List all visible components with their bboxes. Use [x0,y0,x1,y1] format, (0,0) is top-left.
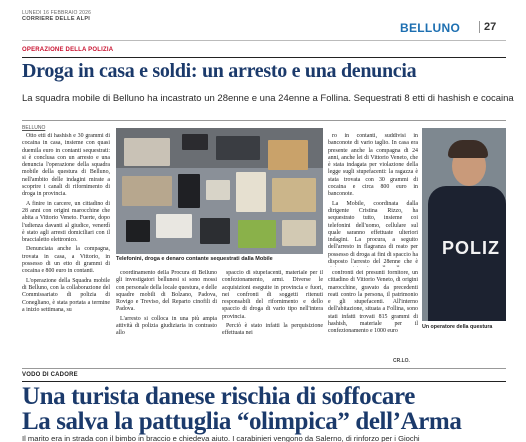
paragraph: spaccio di stupefacenti, materiale per il confezionamento, armi. Diverse le acquisizioni eseguite in provincia e fuori, nei confronti di soggetti ritenuti responsabili del rifornimento e dello spaccio di droga di vario tipo nell'intera provincia. [222,270,323,320]
top-rule [22,40,506,41]
kicker2-rule [22,381,506,382]
paragraph: ro in contanti, suddivisi in banconote di vario taglio. In casa era presente anche la compagna di 24 anni, anche lei di Vittorio Veneto, che è stata indagata per violazione della legge sugli stupefacenti: la ragazza è stata trovata con 30 grammi di cocaina e circa 800 euro in banconote. [328,133,418,198]
paragraph: A finire in carcere, un cittadino di 28 anni con origini marocchine che abita a Vittorio Veneto. Fuerte, dopo l'udienza davanti al giudice, venerdì è stato agli arresti domiciliari con il braccialetto elettronico. [22,200,110,244]
police-vest-text: POLIZ [442,238,500,258]
page-number: 27 [484,21,497,33]
story2-kicker: VODO DI CADORE [22,372,78,378]
article-column-5 [328,133,418,267]
paragraph: L'operazione della Squadra mobile di Belluno, con la collaborazione del Commissariato di polizia di Conegliano, è stata portata a termine a inizio settimana, su [22,277,110,313]
story1-kicker: OPERAZIONE DELLA POLIZIA [22,47,114,53]
masthead: CORRIERE DELLE ALPI [22,16,91,22]
kicker-rule [22,57,506,58]
article-column-3 [222,270,323,367]
story2-subhead: Il marito era in strada con il bimbo in braccio e chiedeva aiuto. I carabinieri vengono da Salerno, di rinforzo per i Giochi [22,434,420,442]
story1-headline: Droga in casa e soldi: un arresto e una denuncia [22,60,417,82]
article-column-2 [116,270,217,367]
paragraph: coordinamento della Procura di Belluno gli investigatori bellunesi si sono mossi con personale della locale questura, e delle squadre mobili di Bolzano, Padova, Rovigo e Treviso, del Reparto cinofili di Padova. [116,270,217,313]
paragraph: Perciò è stato infatti la perquisizione effettuata nei [222,323,323,337]
paragraph: Denunciata anche la compagna, trovata in casa, a Vittorio, in possesso di un etto di grammi di cocaina e 800 euro in contanti. [22,246,110,275]
story2-rule [22,368,506,369]
issue-date: LUNEDI 16 FEBBRAIO 2026 [22,10,92,16]
story1-rule [22,120,506,121]
police-officer-photo [422,128,506,321]
article-column-4 [328,270,418,367]
photo-caption: Telefonini, droga e denaro contante sequestrati dalla Mobile [116,256,273,262]
byline: CR.LO. [393,358,410,364]
paragraph: Otto etti di hashish e 30 grammi di cocaina in casa, insieme con quasi duemila euro in contanti sequestrati: si è conclusa con un arresto e una denuncia l'operazione della squadra mobile della questura di Belluno, nell'ambito delle indagini mirate a scoprire i canali di rifornimento di droga in provincia. [22,133,110,198]
photo2-caption: Un operatore della questura [422,324,493,330]
paragraph: confronti dei presunti fornitore, un cittadino di Vittorio Veneto, di origini marocchine, gravato da precedenti reati contro la persona, il patrimonio e gli stupefacenti. All'interno dell'abitazione, situata a Follina, sono stati infatti trovati 815 grammi di hashish, materiale per il confezionamento e 1000 euro [328,270,418,335]
story2-headline-line2: La salva la pattuglia “olimpica” dell’Arma [22,408,462,435]
paragraph: L'arresto si colloca in una più ampia attività di polizia giudiziaria in contrasto allo [116,315,217,337]
seized-items-photo [116,128,323,254]
story1-subhead: La squadra mobile di Belluno ha incastrato un 28enne e una 24enne a Follina. Sequestrati 8 etti di hashish e cocaina [22,93,514,104]
story2-headline-line1: Una turista danese rischia di soffocare [22,383,415,410]
section-name: BELLUNO [400,21,461,35]
header-separator [479,21,480,33]
paragraph: La Mobile, coordinata dalla dirigente Cristina Rizzo, ha sequestrato tutto, insieme coi telefonini dell'uomo, cellulare sul quale saranno effettuate ulteriori indagini. La procura, a seguito dell'arresto in flagranza di reato per possesso di droga ai fini di spaccio ha disposto l'arresto del 28enne che è [328,200,418,266]
dateline: BELLUNO [22,125,46,131]
article-column-1 [22,133,110,367]
